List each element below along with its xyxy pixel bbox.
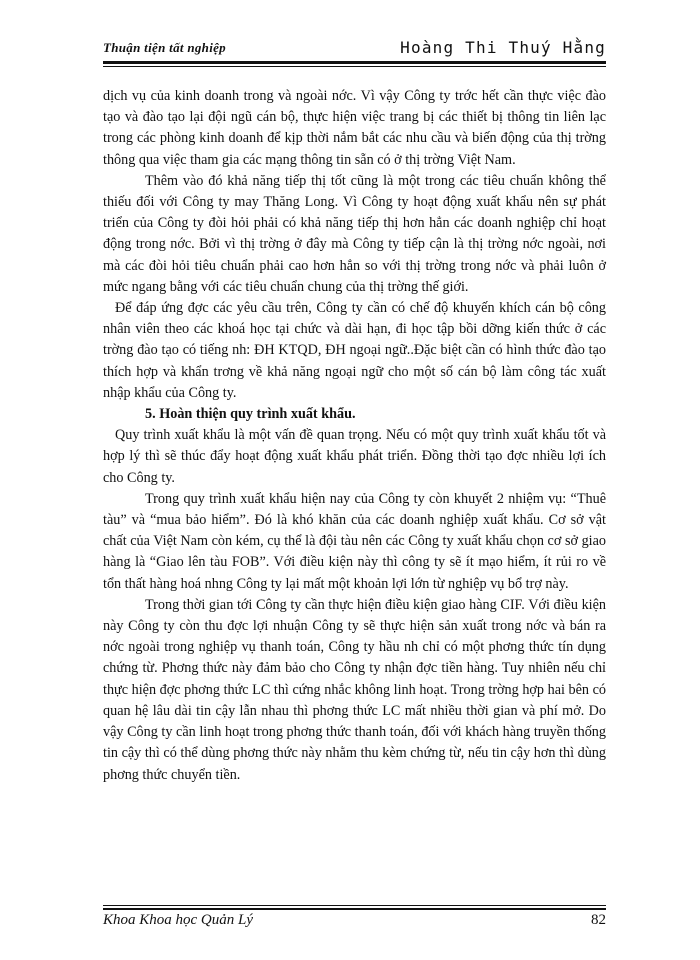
header-rule-thick	[103, 61, 606, 64]
paragraph-4: Quy trình xuất khẩu là một vấn đề quan trọng. Nếu có một quy trình xuất khẩu tốt và hợp lý thì sẽ thúc đẩy hoạt động xuất khẩu phát triển. Đồng thời tạo đợc nhiều lợi ích cho Công ty.	[103, 427, 606, 486]
footer-faculty: Khoa Khoa học Quản Lý	[103, 912, 253, 928]
paragraph-3: Để đáp ứng đợc các yêu cầu trên, Công ty cần có chế độ khuyến khích cán bộ công nhân viên theo các khoá học tại chức và dài hạn, đi học tập bồi dỡng kiến thức ở các trờng đào tạo có tiếng nh: ĐH KTQD, ĐH ngoại ngữ..Đặc biệt cần có hình thức đào tạo thích hợp và khẩn trơng về khả năng ngoại ngữ cho một số cán bộ làm công tác xuất nhập khẩu của Công ty.	[103, 300, 606, 401]
paragraph-5: Trong quy trình xuất khẩu hiện nay của Công ty còn khuyết 2 nhiệm vụ: “Thuê tàu” và “mua bảo hiểm”. Đó là khó khăn của các doanh nghiệp xuất khẩu. Cơ sở vật chất của Việt Nam còn kém, cụ thể là đội tàu nên các Công ty xuất khẩu chọn cơ sở giao hàng là “Giao lên tàu FOB”. Với điều kiện này thì công ty sẽ ít mạo hiểm, ít rủi ro về tổn thất hàng hoá nhng Công ty lại mất một khoản lợi lớn từ nghiệp vụ bổ trợ này.	[103, 490, 606, 592]
page-footer	[103, 912, 606, 934]
header-rule-thin	[103, 66, 606, 67]
header-author: Hoàng Thi Thuý Hằng	[400, 38, 606, 57]
paragraph-2: Thêm vào đó khả năng tiếp thị tốt cũng là một trong các tiêu chuẩn không thể thiếu đối với Công ty may Thăng Long. Vì Công ty hoạt động xuất khẩu nên sự phát triển của Công ty đòi hỏi phải có khả năng tiếp thị hơn hẳn các doanh nghiệp chỉ hoạt động trong nớc. Bởi vì thị trờng ở đây mà Công ty tiếp cận là thị trờng nớc ngoài, nơi mà các đòi hỏi tiêu chuẩn phải cao hơn hẳn so với thị trờng trong nớc và phải luôn ở mức ngang bằng với các tiêu chuẩn chung của thị trờng thế giới.	[103, 172, 606, 295]
footer-rule-thin	[103, 905, 606, 906]
page-number: 82	[591, 912, 606, 928]
page-body	[103, 86, 606, 786]
footer-rule-thick	[103, 908, 606, 910]
page-header	[103, 38, 606, 60]
section-heading: 5. Hoàn thiện quy trình xuất khẩu.	[145, 406, 356, 423]
paragraph-6: Trong thời gian tới Công ty cần thực hiện điều kiện giao hàng CIF. Với điều kiện này Công ty còn thu đợc lợi nhuận Công ty sẽ thực hiện sản xuất trong nớc và bán ra nớc ngoài trong nghiệp vụ thanh toán, Công ty hầu nh chỉ có một phơng thức tín dụng chứng từ. Phơng thức này đảm bảo cho Công ty nhận đợc tiền hàng. Tuy nhiên nếu chỉ thực hiện đợc phơng thức LC thì cứng nhắc không linh hoạt. Trong trờng hợp hai bên có quan hệ lâu dài tin cậy lẫn nhau thì phơng thức LC mất nhiều thời gian và phí mở. Do vậy Công ty cần linh hoạt trong phơng thức thanh toán, đối với khách hàng truyền thống tin cậy thì có thể dùng phơng thức này nhằm thu kèm chứng từ, nếu tin cậy hơn thì dùng phơng thức chuyển tiền.	[103, 596, 606, 783]
header-left-title: Thuận tiện tất nghiệp	[103, 40, 226, 55]
paragraph-1: dịch vụ của kinh doanh trong và ngoài nớc. Vì vậy Công ty trớc hết cần thực việc đào tạo và đào tạo lại đội ngũ cán bộ, thực hiện việc trang bị các thiết bị thông tin liên lạc trong các phòng kinh doanh để kịp thời nắm bắt các nhu cầu và biến động của thị trờng thông qua việc tham gia các mạng thông tin sẵn có ở thị trờng Việt Nam.	[103, 88, 606, 168]
